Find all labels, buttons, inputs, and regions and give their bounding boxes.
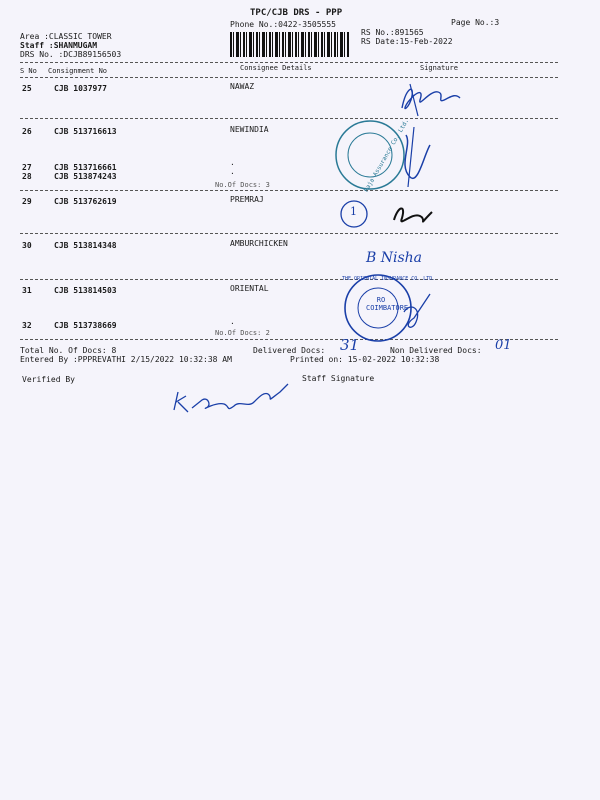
row-consignment: CJB 513814503 — [54, 286, 117, 295]
row-consignment: CJB 513716661 — [54, 163, 117, 172]
handwritten-note: B Nisha — [366, 250, 423, 266]
stamp-2-inner: RO COIMBATORE — [366, 296, 409, 312]
total-docs: Total No. Of Docs: 8 — [20, 346, 117, 355]
header-divider — [20, 62, 558, 63]
page-number: Page No.:3 — [451, 18, 500, 27]
column-sno: S No — [20, 67, 37, 75]
row-consignment: CJB 513716613 — [54, 127, 117, 136]
row-consignee: PREMRAJ — [230, 195, 264, 204]
row-consignee: . — [230, 317, 235, 326]
row-sno: 26 — [22, 127, 32, 136]
row-divider — [20, 190, 558, 191]
row-consignee: ORIENTAL — [230, 284, 269, 293]
row-sno: 25 — [22, 84, 32, 93]
delivered-docs-value: 31 — [340, 336, 360, 354]
row-sno: 32 — [22, 321, 32, 330]
signature-row-29 — [336, 198, 446, 238]
delivered-docs-label: Delivered Docs: — [253, 346, 326, 355]
verified-by-label: Verified By — [22, 375, 75, 384]
row-consignee: . — [230, 167, 235, 176]
non-delivered-docs-label: Non Delivered Docs: — [390, 346, 482, 355]
row-sno: 29 — [22, 197, 32, 206]
row-consignee: . — [230, 158, 235, 167]
area-label: Area :CLASSIC TOWER — [20, 32, 112, 41]
document-title: TPC/CJB DRS - PPP — [250, 8, 343, 18]
row-divider — [20, 233, 558, 234]
row-sno: 30 — [22, 241, 32, 250]
row-consignment: CJB 1037977 — [54, 84, 107, 93]
row-consignment: CJB 513738669 — [54, 321, 117, 330]
staff-label: Staff :SHANMUGAM — [20, 41, 98, 50]
row-consignee: NEWINDIA — [230, 125, 269, 134]
stamp-1-text: Raja Assurance Co. Ltd. — [362, 117, 411, 194]
row-divider — [20, 339, 558, 340]
signature-row-25 — [390, 78, 470, 120]
column-consignee: Consignee Details — [240, 64, 312, 72]
staff-signature-label: Staff Signature — [302, 374, 375, 383]
row-consignment: CJB 513762619 — [54, 197, 117, 206]
phone-number: Phone No.:0422-3505555 — [230, 20, 336, 29]
row-consignee: NAWAZ — [230, 82, 255, 91]
column-signature: Signature — [420, 64, 458, 72]
stamp-2-text: THE ORIENTAL INSURANCE CO. LTD. — [342, 276, 436, 282]
row-consignment: CJB 513874243 — [54, 172, 117, 181]
drs-number: DRS No. :DCJB89156503 — [20, 50, 122, 59]
non-delivered-docs-value: 01 — [495, 338, 512, 353]
row-sno: 28 — [22, 172, 32, 181]
row-divider — [20, 279, 558, 280]
row-divider — [20, 118, 558, 119]
row-sno: 27 — [22, 163, 32, 172]
rs-date: RS Date:15-Feb-2022 — [361, 37, 453, 46]
group-doc-count: No.Of Docs: 2 — [215, 329, 270, 337]
row-consignee: AMBURCHICKEN — [230, 239, 288, 248]
row-consignment: CJB 513814348 — [54, 241, 117, 250]
column-consignment: Consignment No — [48, 67, 108, 75]
rs-number: RS No.:891565 — [361, 28, 424, 37]
row-sno: 31 — [22, 286, 32, 295]
entered-by: Entered By :PPPREVATHI 2/15/2022 10:32:38 AM — [20, 355, 232, 364]
circled-mark: 1 — [350, 205, 357, 218]
printed-on: Printed on: 15-02-2022 10:32:38 — [290, 355, 440, 364]
group-doc-count: No.Of Docs: 3 — [215, 181, 270, 189]
barcode — [230, 32, 350, 57]
columns-divider — [20, 77, 558, 78]
